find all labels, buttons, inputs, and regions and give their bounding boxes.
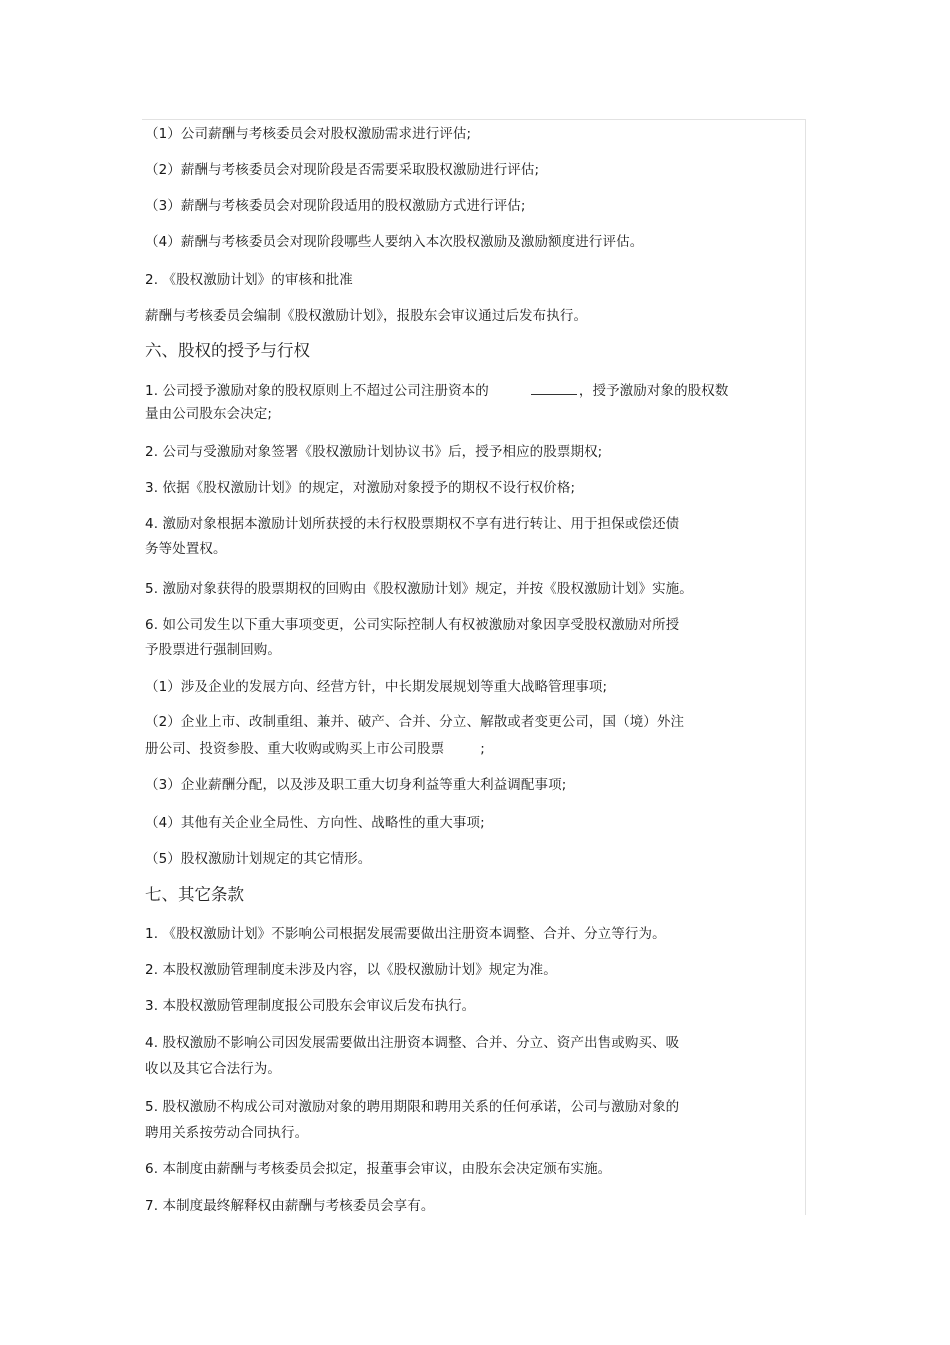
- event-item-2-punct: ;: [480, 741, 485, 757]
- other-item-5: 5. 股权激励不构成公司对激励对象的聘用期限和聘用关系的任何承诺，公司与激励对象的: [145, 1099, 680, 1115]
- grant-item-5: 5. 激励对象获得的股票期权的回购由《股权激励计划》规定，并按《股权激励计划》实施。: [145, 581, 693, 597]
- event-item-2-text: 册公司、投资参股、重大收购或购买上市公司股票: [145, 741, 445, 757]
- other-item-4-cont: 收以及其它合法行为。: [145, 1061, 281, 1077]
- grant-item-6-cont: 予股票进行强制回购。: [145, 642, 281, 658]
- other-item-1: 1. 《股权激励计划》不影响公司根据发展需要做出注册资本调整、合并、分立等行为。: [145, 926, 666, 942]
- grant-item-1-text-a: 1. 公司授予激励对象的股权原则上不超过公司注册资本的: [145, 383, 489, 399]
- event-item-2-cont: [145, 740, 485, 758]
- grant-item-4-cont: 务等处置权。: [145, 541, 227, 557]
- section-heading-grant: 六、股权的授予与行权: [145, 341, 310, 360]
- event-item-2: （2）企业上市、改制重组、兼并、破产、合并、分立、解散或者变更公司，国（境）外注: [145, 714, 685, 730]
- grant-item-1-text-b: ，授予激励对象的股权数: [578, 383, 729, 399]
- grant-item-4: 4. 激励对象根据本激励计划所获授的未行权股票期权不享有进行转让、用于担保或偿还债: [145, 516, 680, 532]
- eval-item-2: （2）薪酬与考核委员会对现阶段是否需要采取股权激励进行评估;: [145, 162, 540, 178]
- grant-item-1-cont: 量由公司股东会决定;: [145, 406, 273, 422]
- grant-item-2: 2. 公司与受激励对象签署《股权激励计划协议书》后，授予相应的股票期权;: [145, 444, 603, 460]
- approval-body: 薪酬与考核委员会编制《股权激励计划》，报股东会审议通过后发布执行。: [145, 308, 588, 324]
- fill-in-blank: [531, 381, 577, 395]
- event-item-4: （4）其他有关企业全局性、方向性、战略性的重大事项;: [145, 815, 485, 831]
- section-heading-other: 七、其它条款: [145, 885, 244, 904]
- subsection-title-approval: 2. 《股权激励计划》的审核和批准: [145, 272, 353, 288]
- grant-item-6: 6. 如公司发生以下重大事项变更，公司实际控制人有权被激励对象因享受股权激励对所授: [145, 617, 680, 633]
- event-item-1: （1）涉及企业的发展方向、经营方针，中长期发展规划等重大战略管理事项;: [145, 679, 608, 695]
- other-item-5-cont: 聘用关系按劳动合同执行。: [145, 1125, 309, 1141]
- eval-item-4: （4）薪酬与考核委员会对现阶段哪些人要纳入本次股权激励及激励额度进行评估。: [145, 234, 644, 250]
- eval-item-1: （1）公司薪酬与考核委员会对股权激励需求进行评估;: [145, 126, 472, 142]
- event-item-3: （3）企业薪酬分配，以及涉及职工重大切身利益等重大利益调配事项;: [145, 777, 567, 793]
- event-item-5: （5）股权激励计划规定的其它情形。: [145, 851, 372, 867]
- other-item-4: 4. 股权激励不影响公司因发展需要做出注册资本调整、合并、分立、资产出售或购买、吸: [145, 1035, 680, 1051]
- other-item-6: 6. 本制度由薪酬与考核委员会拟定，报董事会审议，由股东会决定颁布实施。: [145, 1161, 612, 1177]
- other-item-2: 2. 本股权激励管理制度未涉及内容，以《股权激励计划》规定为准。: [145, 962, 557, 978]
- grant-item-1: [145, 381, 728, 400]
- grant-item-3: 3. 依据《股权激励计划》的规定，对激励对象授予的期权不设行权价格;: [145, 480, 576, 496]
- eval-item-3: （3）薪酬与考核委员会对现阶段适用的股权激励方式进行评估;: [145, 198, 526, 214]
- other-item-3: 3. 本股权激励管理制度报公司股东会审议后发布执行。: [145, 998, 476, 1014]
- other-item-7: 7. 本制度最终解释权由薪酬与考核委员会享有。: [145, 1198, 435, 1214]
